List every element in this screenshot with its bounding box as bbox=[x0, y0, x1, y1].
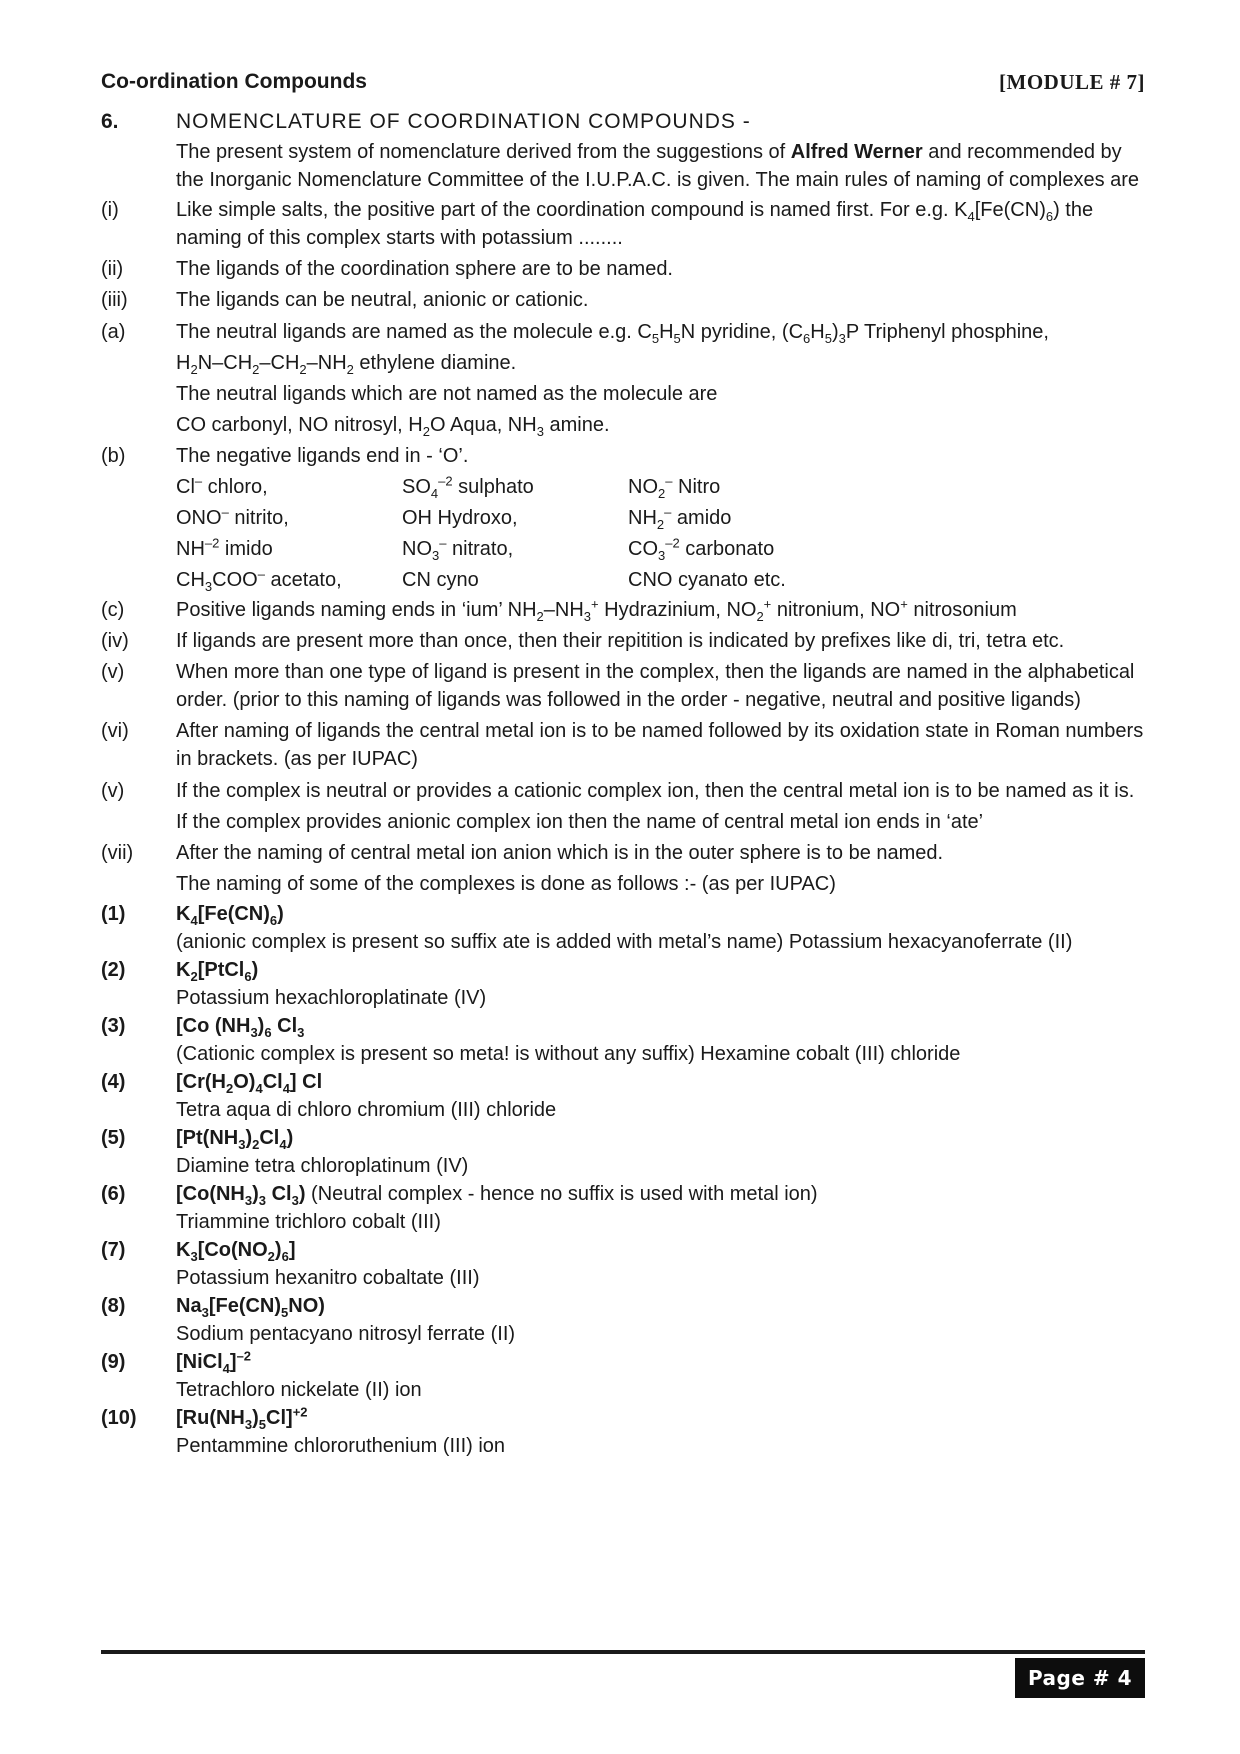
example-9 bbox=[101, 1348, 1145, 1404]
text: Hydrazinium, NO bbox=[598, 599, 757, 621]
ligand-row bbox=[176, 565, 1145, 596]
example-desc: Sodium pentacyano nitrosyl ferrate (II) bbox=[176, 1323, 516, 1345]
sub: 4 bbox=[255, 1081, 263, 1096]
text: ] bbox=[288, 1239, 296, 1261]
sub: 6 bbox=[803, 331, 811, 346]
sub: 5 bbox=[258, 1417, 267, 1432]
text: ] Cl bbox=[289, 1071, 323, 1093]
text: Cl bbox=[266, 1183, 292, 1205]
formula bbox=[176, 1068, 1145, 1096]
sup: – bbox=[257, 566, 265, 582]
sub: 6 bbox=[1045, 209, 1054, 224]
text: Cl bbox=[176, 476, 195, 498]
example-label: (10) bbox=[101, 1407, 137, 1429]
rule-vii bbox=[101, 838, 1145, 900]
example-desc: Potassium hexanitro cobaltate (III) bbox=[176, 1267, 480, 1289]
example-1 bbox=[101, 900, 1145, 956]
text: [PtCl bbox=[197, 959, 245, 981]
text: Na bbox=[176, 1295, 202, 1317]
rule-i-text-c: ) the naming of this complex starts with potassium ........ bbox=[176, 199, 1094, 249]
text: The neutral ligands are named as the molecule e.g. C bbox=[176, 321, 652, 343]
sub: 3 bbox=[201, 1305, 209, 1320]
sub: 6 bbox=[244, 969, 252, 984]
text: (Neutral complex - hence no suffix is used with metal ion) bbox=[305, 1183, 818, 1205]
sub: 3 bbox=[250, 1025, 258, 1040]
example-desc: Pentammine chlororuthenium (III) ion bbox=[176, 1435, 506, 1457]
section-heading bbox=[101, 108, 1145, 136]
rule-a bbox=[101, 317, 1145, 441]
rule-vi-text: After naming of ligands the central metal ion is to be named followed by its oxidation state in Roman numbers in brackets. (as per IUPAC) bbox=[176, 720, 1144, 770]
text: O Aqua, NH bbox=[429, 414, 537, 436]
sup: –2 bbox=[204, 535, 220, 551]
text: ) bbox=[274, 1239, 282, 1261]
text: chloro, bbox=[202, 476, 268, 498]
sub: 2 bbox=[252, 1137, 260, 1152]
sub: 3 bbox=[244, 1417, 253, 1432]
footer-rule bbox=[101, 1650, 1145, 1654]
rule-vi-label: (vi) bbox=[101, 720, 129, 742]
example-desc: Diamine tetra chloroplatinum (IV) bbox=[176, 1155, 469, 1177]
text: nitrato, bbox=[446, 538, 514, 560]
sub: 2 bbox=[756, 609, 764, 624]
text: OH Hydroxo, bbox=[402, 507, 518, 529]
example-5 bbox=[101, 1124, 1145, 1180]
text: CO carbonyl, NO nitrosyl, H bbox=[176, 414, 423, 436]
rule-iv bbox=[101, 627, 1145, 655]
text: ) bbox=[251, 959, 259, 981]
rule-b-label: (b) bbox=[101, 445, 126, 467]
rule-iii bbox=[101, 286, 1145, 314]
text: N–CH bbox=[197, 352, 253, 374]
sub: 5 bbox=[824, 331, 832, 346]
rule-c bbox=[101, 596, 1145, 624]
text: If the complex provides anionic complex ion then the name of central metal ion ends in ‘ate’ bbox=[176, 811, 984, 833]
rule-b bbox=[101, 441, 1145, 596]
example-desc: (anionic complex is present so suffix ate is added with metal’s name) Potassium hexacyanoferrate (II) bbox=[176, 931, 1073, 953]
rule-i bbox=[101, 196, 1145, 252]
text: carbonato bbox=[679, 538, 775, 560]
text: K bbox=[176, 903, 191, 925]
sup: – bbox=[221, 504, 229, 520]
text: H bbox=[176, 352, 191, 374]
rule-v2 bbox=[101, 776, 1145, 838]
sub: 6 bbox=[269, 913, 278, 928]
text: [Fe(CN) bbox=[208, 1295, 282, 1317]
sup: –2 bbox=[438, 473, 453, 489]
sub: 2 bbox=[658, 486, 666, 501]
text: O) bbox=[233, 1071, 256, 1093]
sup: + bbox=[763, 596, 772, 612]
text: ) bbox=[298, 1183, 306, 1205]
example-10 bbox=[101, 1404, 1145, 1460]
example-label: (2) bbox=[101, 959, 126, 981]
example-7 bbox=[101, 1236, 1145, 1292]
text: [Pt(NH bbox=[176, 1127, 239, 1149]
intro-a: The present system of nomenclature derived from the suggestions of bbox=[176, 141, 791, 163]
sub: 2 bbox=[422, 424, 430, 439]
rule-iii-label: (iii) bbox=[101, 289, 128, 311]
sub: 3 bbox=[838, 331, 846, 346]
sub: 3 bbox=[583, 609, 592, 624]
sub: 4 bbox=[430, 486, 439, 501]
text: ) bbox=[252, 1183, 259, 1205]
formula bbox=[176, 1124, 1145, 1152]
text: SO bbox=[402, 476, 431, 498]
example-label: (7) bbox=[101, 1239, 126, 1261]
sub: 4 bbox=[279, 1137, 287, 1152]
content bbox=[101, 108, 1145, 1460]
text: CO bbox=[628, 538, 658, 560]
ligand-row bbox=[176, 503, 1145, 534]
rule-i-label: (i) bbox=[101, 199, 119, 221]
sub: 6 bbox=[281, 1249, 289, 1264]
rule-iv-label: (iv) bbox=[101, 630, 129, 652]
sub: 2 bbox=[536, 609, 544, 624]
text: [NiCl bbox=[176, 1351, 223, 1373]
intro-bold: Alfred Werner bbox=[790, 141, 923, 163]
rule-iv-text: If ligands are present more than once, then their repitition is indicated by prefixes like di, tri, tetra etc. bbox=[176, 630, 1065, 652]
text: –CH bbox=[259, 352, 300, 374]
sub: 2 bbox=[252, 362, 260, 377]
rule-i-text-b: [Fe(CN) bbox=[974, 199, 1046, 221]
text: CNO cyanato etc. bbox=[628, 569, 786, 591]
text: ) bbox=[831, 321, 839, 343]
section-number: 6. bbox=[101, 110, 119, 133]
formula bbox=[176, 900, 1145, 928]
text: imido bbox=[219, 538, 273, 560]
text: ) bbox=[257, 1015, 265, 1037]
text: NO) bbox=[288, 1295, 325, 1317]
sup: – bbox=[664, 504, 672, 520]
text: ONO bbox=[176, 507, 222, 529]
sub: 3 bbox=[536, 424, 544, 439]
section-title: NOMENCLATURE OF COORDINATION COMPOUNDS - bbox=[176, 110, 751, 133]
example-desc: Tetrachloro nickelate (II) ion bbox=[176, 1379, 422, 1401]
example-desc: Tetra aqua di chloro chromium (III) chloride bbox=[176, 1099, 557, 1121]
sup: + bbox=[591, 596, 599, 612]
text: H bbox=[810, 321, 825, 343]
text: The naming of some of the complexes is done as follows :- (as per IUPAC) bbox=[176, 873, 836, 895]
text: The neutral ligands which are not named as the molecule are bbox=[176, 383, 718, 405]
rule-v2-label: (v) bbox=[101, 780, 125, 802]
sup: – bbox=[665, 473, 673, 489]
sup: + bbox=[900, 596, 908, 612]
example-label: (9) bbox=[101, 1351, 126, 1373]
formula bbox=[176, 956, 1145, 984]
example-desc: Potassium hexachloroplatinate (IV) bbox=[176, 987, 487, 1009]
header-module: [MODULE # 7] bbox=[999, 70, 1145, 94]
sub: 4 bbox=[967, 209, 975, 224]
rule-iii-text: The ligands can be neutral, anionic or cationic. bbox=[176, 289, 589, 311]
sup: –2 bbox=[665, 535, 680, 551]
ligand-row bbox=[176, 534, 1145, 565]
text: [Ru(NH bbox=[176, 1407, 245, 1429]
example-label: (4) bbox=[101, 1071, 126, 1093]
sub: 2 bbox=[267, 1249, 275, 1264]
text: NH bbox=[628, 507, 657, 529]
text: Cl bbox=[259, 1127, 280, 1149]
example-4 bbox=[101, 1068, 1145, 1124]
rule-vii-label: (vii) bbox=[101, 842, 134, 864]
text: K bbox=[176, 1239, 191, 1261]
sub: 2 bbox=[656, 517, 665, 532]
formula bbox=[176, 1292, 1145, 1320]
rule-v-label: (v) bbox=[101, 661, 125, 683]
sub: 3 bbox=[297, 1025, 305, 1040]
text: nitrosonium bbox=[907, 599, 1017, 621]
formula bbox=[176, 1348, 1145, 1376]
sub: 4 bbox=[222, 1361, 230, 1376]
rule-a-label: (a) bbox=[101, 321, 126, 343]
text: NH bbox=[176, 538, 205, 560]
sub: 2 bbox=[299, 362, 307, 377]
sub: 3 bbox=[258, 1193, 267, 1208]
sup: +2 bbox=[292, 1404, 308, 1420]
sub: 2 bbox=[226, 1081, 234, 1096]
text: P Triphenyl phosphine, bbox=[845, 321, 1049, 343]
example-label: (5) bbox=[101, 1127, 126, 1149]
rule-v-text: When more than one type of ligand is present in the complex, then the ligands are named in the alphabetical order. (prior to this naming of ligands was followed in the order - negative, neutral and positive ligands) bbox=[176, 661, 1135, 711]
example-6 bbox=[101, 1180, 1145, 1236]
text: Positive ligands naming ends in ‘ium’ NH bbox=[176, 599, 537, 621]
sup: – bbox=[439, 535, 447, 551]
ligand-row bbox=[176, 472, 1145, 503]
rule-ii-text: The ligands of the coordination sphere are to be named. bbox=[176, 258, 673, 280]
text: acetato, bbox=[264, 569, 342, 591]
text: ] bbox=[229, 1351, 237, 1373]
text: ) bbox=[252, 1407, 259, 1429]
example-3 bbox=[101, 1012, 1145, 1068]
sub: 2 bbox=[190, 969, 198, 984]
example-2 bbox=[101, 956, 1145, 1012]
text: ) bbox=[286, 1127, 294, 1149]
example-label: (3) bbox=[101, 1015, 126, 1037]
text: After the naming of central metal ion anion which is in the outer sphere is to be named. bbox=[176, 842, 944, 864]
text: COO bbox=[212, 569, 258, 591]
example-label: (6) bbox=[101, 1183, 126, 1205]
rule-c-label: (c) bbox=[101, 599, 125, 621]
text: [Co(NH bbox=[176, 1183, 245, 1205]
sub: 3 bbox=[190, 1249, 198, 1264]
text: NO bbox=[628, 476, 658, 498]
text: amine. bbox=[543, 414, 610, 436]
formula bbox=[176, 1012, 1145, 1040]
rule-ii bbox=[101, 255, 1145, 283]
rule-v bbox=[101, 658, 1145, 714]
rule-ii-label: (ii) bbox=[101, 258, 124, 280]
text: CH bbox=[176, 569, 205, 591]
text: –NH bbox=[543, 599, 584, 621]
page-number-badge: Page # 4 bbox=[1015, 1658, 1145, 1698]
text: Cl bbox=[271, 1015, 298, 1037]
sup: – bbox=[194, 473, 203, 489]
text: K bbox=[176, 959, 191, 981]
sub: 3 bbox=[238, 1137, 246, 1152]
sub: 6 bbox=[264, 1025, 272, 1040]
sub: 5 bbox=[651, 331, 660, 346]
text: sulphato bbox=[452, 476, 534, 498]
text: CN cyno bbox=[402, 569, 479, 591]
formula bbox=[176, 1236, 1145, 1264]
example-desc: Triammine trichloro cobalt (III) bbox=[176, 1211, 441, 1233]
text: H bbox=[659, 321, 674, 343]
sub: 3 bbox=[291, 1193, 299, 1208]
text: Nitro bbox=[672, 476, 721, 498]
text: amido bbox=[671, 507, 732, 529]
sub: 2 bbox=[190, 362, 198, 377]
sub: 3 bbox=[658, 548, 666, 563]
text: nitrito, bbox=[228, 507, 289, 529]
sub: 5 bbox=[281, 1305, 289, 1320]
intro-b: and recommended by the Inorganic Nomenclature Committee of the I.U.P.A.C. is given. The main rules of naming of complexes are bbox=[176, 141, 1140, 191]
text: [Co(NO bbox=[197, 1239, 268, 1261]
sub: 3 bbox=[244, 1193, 253, 1208]
sup: –2 bbox=[236, 1348, 252, 1364]
rule-i-text-a: Like simple salts, the positive part of the coordination compound is named first. For e.g. K bbox=[176, 199, 968, 221]
sub: 3 bbox=[432, 548, 440, 563]
text: N pyridine, (C bbox=[680, 321, 804, 343]
text: Cl bbox=[262, 1071, 283, 1093]
text: If the complex is neutral or provides a cationic complex ion, then the central metal ion is to be named as it is. bbox=[176, 780, 1135, 802]
text: [Co (NH bbox=[176, 1015, 251, 1037]
sub: 4 bbox=[190, 913, 198, 928]
text: –NH bbox=[306, 352, 347, 374]
example-label: (1) bbox=[101, 903, 126, 925]
rule-b-text: The negative ligands end in - ‘O’. bbox=[176, 445, 469, 467]
text: Cl] bbox=[266, 1407, 293, 1429]
text: ethylene diamine. bbox=[353, 352, 517, 374]
text: ) bbox=[245, 1127, 253, 1149]
sub: 4 bbox=[282, 1081, 290, 1096]
example-label: (8) bbox=[101, 1295, 126, 1317]
sub: 3 bbox=[204, 579, 213, 594]
sub: 5 bbox=[673, 331, 681, 346]
header-title: Co-ordination Compounds bbox=[101, 70, 367, 93]
text: ) bbox=[277, 903, 284, 925]
example-8 bbox=[101, 1292, 1145, 1348]
sub: 2 bbox=[346, 362, 354, 377]
intro-paragraph bbox=[101, 138, 1145, 194]
text: NO bbox=[402, 538, 432, 560]
example-desc: (Cationic complex is present so meta! is without any suffix) Hexamine cobalt (III) chloride bbox=[176, 1043, 961, 1065]
rule-vi bbox=[101, 717, 1145, 773]
text: [Fe(CN) bbox=[197, 903, 270, 925]
formula bbox=[176, 1404, 1145, 1432]
text: [Cr(H bbox=[176, 1071, 226, 1093]
text: nitronium, NO bbox=[771, 599, 901, 621]
